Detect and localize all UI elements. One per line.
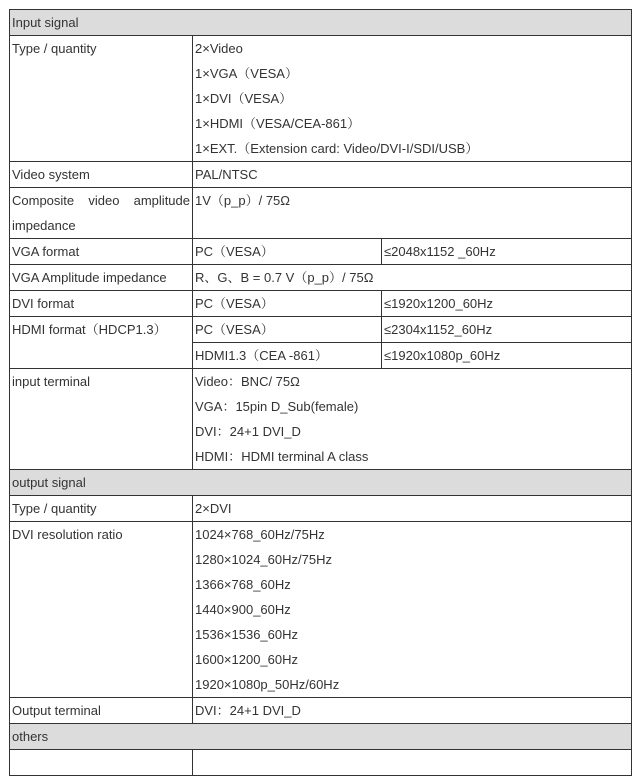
- dvi-format-max: ≤1920x1200_60Hz: [382, 291, 632, 317]
- list-item: 1×DVI（VESA）: [195, 91, 293, 106]
- section-row-input: [10, 10, 632, 36]
- composite-video-value: 1V（p_p）/ 75Ω: [193, 188, 632, 239]
- list-item: 1×HDMI（VESA/CEA-861）: [195, 116, 361, 131]
- input-type-quantity-values: [193, 36, 632, 162]
- hdmi-format-max-2: ≤1920x1080p_60Hz: [382, 343, 632, 369]
- composite-label-line2: impedance: [12, 218, 76, 233]
- table-row: [10, 36, 632, 162]
- list-item: DVI：24+1 DVI_D: [195, 424, 301, 439]
- list-item: VGA：15pin D_Sub(female): [195, 399, 359, 414]
- row-label-hdmi-format: HDMI format（HDCP1.3）: [10, 317, 193, 369]
- table-row: [10, 369, 632, 470]
- list-item: 1600×1200_60Hz: [195, 652, 299, 667]
- vga-amplitude-value: R、G、B = 0.7 V（p_p）/ 75Ω: [193, 265, 632, 291]
- list-item: 1024×768_60Hz/75Hz: [195, 527, 325, 542]
- hdmi-format-value-1: PC（VESA）: [193, 317, 382, 343]
- section-row-output: [10, 470, 632, 496]
- list-item: 1440×900_60Hz: [195, 602, 291, 617]
- section-header-output-signal: output signal: [10, 470, 632, 496]
- row-label-input-type-quantity: Type / quantity: [10, 36, 193, 162]
- table-row: [10, 698, 632, 724]
- output-type-quantity-value: 2×DVI: [193, 496, 632, 522]
- list-item: 1×VGA（VESA）: [195, 66, 298, 81]
- row-label-dvi-resolution: DVI resolution ratio: [10, 522, 193, 698]
- vga-format-value: PC（VESA）: [193, 239, 382, 265]
- list-item: 1×EXT.（Extension card: Video/DVI-I/SDI/USB）: [195, 141, 479, 156]
- row-label-vga-format: VGA format: [10, 239, 193, 265]
- input-terminal-values: [193, 369, 632, 470]
- list-item: 1920×1080p_50Hz/60Hz: [195, 677, 340, 692]
- row-label-vga-amplitude: VGA Amplitude impedance: [10, 265, 193, 291]
- vga-format-max: ≤2048x1152 _60Hz: [382, 239, 632, 265]
- row-label-video-system: Video system: [10, 162, 193, 188]
- list-item: 1536×1536_60Hz: [195, 627, 299, 642]
- list-item: HDMI：HDMI terminal A class: [195, 449, 369, 464]
- dvi-resolution-values: [193, 522, 632, 698]
- table-row: [10, 265, 632, 291]
- composite-label-line1: Composite video amplitude: [12, 193, 190, 208]
- table-row: [10, 188, 632, 239]
- row-label-output-type-quantity: Type / quantity: [10, 496, 193, 522]
- output-terminal-value: DVI：24+1 DVI_D: [193, 698, 632, 724]
- spec-table: [9, 9, 632, 776]
- row-label-output-terminal: Output terminal: [10, 698, 193, 724]
- empty-cell: [193, 750, 632, 776]
- list-item: Video：BNC/ 75Ω: [195, 374, 300, 389]
- video-system-value: PAL/NTSC: [193, 162, 632, 188]
- table-row: [10, 522, 632, 698]
- row-label-dvi-format: DVI format: [10, 291, 193, 317]
- table-row: [10, 750, 632, 776]
- table-row: [10, 291, 632, 317]
- hdmi-format-max-1: ≤2304x1152_60Hz: [382, 317, 632, 343]
- table-row: [10, 496, 632, 522]
- empty-cell: [10, 750, 193, 776]
- row-label-composite-video: [10, 188, 193, 239]
- section-header-others: others: [10, 724, 632, 750]
- table-row: [10, 162, 632, 188]
- row-label-input-terminal: input terminal: [10, 369, 193, 470]
- table-row: [10, 239, 632, 265]
- list-item: 1280×1024_60Hz/75Hz: [195, 552, 332, 567]
- hdmi-format-value-2: HDMI1.3（CEA -861）: [193, 343, 382, 369]
- table-row: [10, 317, 632, 343]
- dvi-format-value: PC（VESA）: [193, 291, 382, 317]
- list-item: 2×Video: [195, 41, 243, 56]
- section-header-input-signal: Input signal: [10, 10, 632, 36]
- list-item: 1366×768_60Hz: [195, 577, 291, 592]
- section-row-others: [10, 724, 632, 750]
